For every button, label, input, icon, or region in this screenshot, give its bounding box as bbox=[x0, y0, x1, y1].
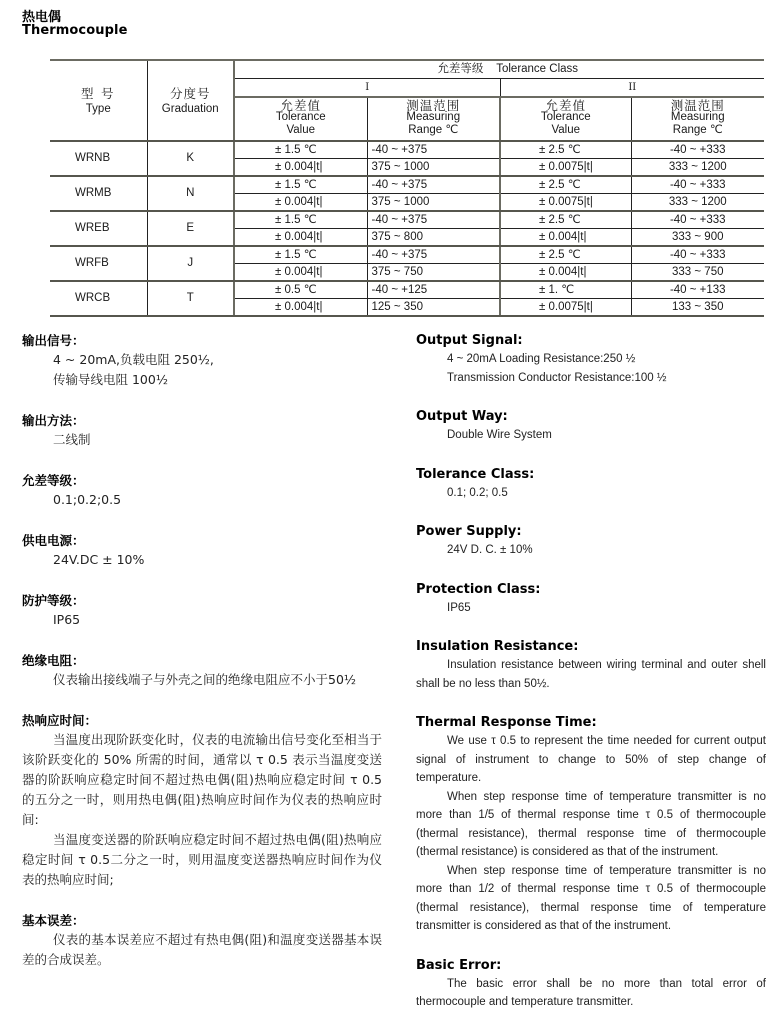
type-cell: WRFB bbox=[50, 246, 147, 281]
tolerance-1-cell: ± 0.004|t| bbox=[234, 159, 367, 177]
page-title-en: Thermocouple bbox=[22, 23, 128, 38]
grade-1-header: I bbox=[234, 79, 500, 98]
type-cell: WREB bbox=[50, 211, 147, 246]
section-heading: Output Signal: bbox=[416, 333, 523, 348]
tolerance-2-cell: ± 2.5 ℃ bbox=[500, 176, 631, 194]
type-header bbox=[50, 60, 147, 141]
graduation-cell: J bbox=[147, 246, 234, 281]
section-heading: Tolerance Class: bbox=[416, 466, 535, 482]
sub-header-tolerance-2 bbox=[500, 97, 631, 141]
tolerance-1-cell: ± 0.004|t| bbox=[234, 229, 367, 247]
range-1-cell: -40 ~ +375 bbox=[367, 246, 500, 264]
type-header-en: Type bbox=[85, 102, 111, 115]
range-1-cell: 375 ~ 1000 bbox=[367, 194, 500, 212]
sub-header-range-2 bbox=[631, 97, 764, 141]
tolerance-1-cell: ± 0.004|t| bbox=[234, 264, 367, 282]
section-paragraph: When step response time of temperature transmitter is no more than 1/5 of thermal response time τ 0.5 of thermocouple (thermal resistance), thermal response time of thermocouple (thermal resistance) is considered as that of the instrument. bbox=[416, 790, 766, 858]
section-output-way bbox=[22, 412, 382, 450]
section-value: 0.1; 0.2; 0.5 bbox=[447, 486, 508, 499]
section-value: IP65 bbox=[447, 601, 471, 614]
section-thermal-response bbox=[416, 714, 766, 936]
sub-header-en: Value bbox=[286, 123, 316, 136]
section-paragraph: 仪表输出接线端子与外壳之间的绝缘电阻应不小于50½ bbox=[53, 672, 357, 687]
section-tolerance-class bbox=[22, 472, 382, 510]
graduation-header-en: Graduation bbox=[161, 102, 219, 115]
sub-header-range-1 bbox=[367, 97, 500, 141]
section-heading: 输出方法： bbox=[22, 413, 85, 428]
section-paragraph: 仪表的基本误差应不超过有热电偶(阻)和温度变送器基本误差的合成误差。 bbox=[22, 932, 382, 967]
section-paragraph: We use τ 0.5 to represent the time needed for current output signal of instrument to change to 50% of step change of temperature. bbox=[416, 735, 766, 784]
graduation-cell: T bbox=[147, 281, 234, 316]
tolerance-2-cell: ± 0.0075|t| bbox=[500, 299, 631, 317]
range-2-cell: 333 ~ 1200 bbox=[631, 159, 764, 177]
tolerance-1-cell: ± 0.004|t| bbox=[234, 194, 367, 212]
sub-header-en: Measuring bbox=[670, 110, 725, 123]
tolerance-1-cell: ± 1.5 ℃ bbox=[234, 176, 367, 194]
section-value: 0.1;0.2;0.5 bbox=[53, 492, 122, 507]
tolerance-1-cell: ± 0.5 ℃ bbox=[234, 281, 367, 299]
range-2-cell: -40 ~ +333 bbox=[631, 211, 764, 229]
section-paragraph: 当温度变送器的阶跃响应稳定时间不超过热电偶(阻)热响应稳定时间 τ 0.5二分之一时，则用温度变送器热响应时间作为仪表的热响应时间; bbox=[22, 832, 382, 887]
range-2-cell: -40 ~ +133 bbox=[631, 281, 764, 299]
section-output-signal bbox=[22, 332, 382, 390]
section-output-way bbox=[416, 408, 766, 445]
section-value: 4 ~ 20mA Loading Resistance:250 ½ bbox=[447, 353, 636, 365]
sub-header-en: Value bbox=[551, 123, 581, 136]
type-header-cn: 型 号 bbox=[81, 86, 116, 101]
section-value: 传输导线电阻 100½ bbox=[53, 372, 168, 387]
chinese-spec-column bbox=[22, 332, 382, 970]
section-value: Transmission Conductor Resistance:100 ½ bbox=[447, 371, 667, 384]
table-row bbox=[50, 281, 764, 299]
sub-header-en: Tolerance bbox=[540, 110, 591, 123]
section-heading: 热响应时间： bbox=[22, 713, 98, 728]
english-spec-column bbox=[416, 332, 766, 1012]
section-heading: 供电电源： bbox=[22, 533, 85, 548]
range-1-cell: 375 ~ 750 bbox=[367, 264, 500, 282]
sub-header-en: Measuring bbox=[406, 110, 461, 123]
section-paragraph: 当温度出现阶跃变化时，仪表的电流输出信号变化至相当于该阶跃变化的 50% 所需的时间，通常以 τ 0.5 表示当温度变送器的阶跃响应稳定时间不超过热电偶(阻)热响应稳定时间 τ 0.5 的五分之一时，则用热电偶(阻)热响应时间作为仪表的热响应时间: bbox=[22, 732, 382, 827]
type-cell: WRMB bbox=[50, 176, 147, 211]
page-title-cn: 热电偶 bbox=[22, 10, 62, 25]
tolerance-2-cell: ± 0.0075|t| bbox=[500, 159, 631, 177]
section-heading: Thermal Response Time: bbox=[416, 715, 597, 730]
sub-header-cn: 测温范围 bbox=[670, 98, 725, 113]
range-1-cell: -40 ~ +125 bbox=[367, 281, 500, 299]
table-row bbox=[50, 211, 764, 229]
table-row bbox=[50, 246, 764, 264]
section-insulation bbox=[416, 638, 766, 693]
graduation-header bbox=[147, 60, 234, 141]
section-value: 24V D. C. ± 10% bbox=[447, 544, 533, 556]
sub-header-tolerance-1 bbox=[234, 97, 367, 141]
range-1-cell: 125 ~ 350 bbox=[367, 299, 500, 317]
section-thermal-response bbox=[22, 712, 382, 890]
section-tolerance-class bbox=[416, 466, 766, 503]
range-2-cell: 333 ~ 750 bbox=[631, 264, 764, 282]
section-insulation bbox=[22, 652, 382, 690]
range-2-cell: -40 ~ +333 bbox=[631, 176, 764, 194]
sub-header-cn: 允差值 bbox=[280, 98, 321, 113]
tolerance-1-cell: ± 0.004|t| bbox=[234, 299, 367, 317]
section-basic-error bbox=[416, 957, 766, 1012]
section-heading: Basic Error: bbox=[416, 957, 502, 973]
tolerance-spec-table bbox=[50, 59, 764, 317]
type-cell: WRCB bbox=[50, 281, 147, 316]
section-basic-error bbox=[22, 912, 382, 970]
tolerance-2-cell: ± 0.0075|t| bbox=[500, 194, 631, 212]
section-power-supply bbox=[22, 532, 382, 570]
graduation-cell: E bbox=[147, 211, 234, 246]
section-heading: 绝缘电阻： bbox=[22, 653, 85, 668]
tolerance-1-cell: ± 1.5 ℃ bbox=[234, 141, 367, 159]
section-heading: 基本误差： bbox=[22, 913, 85, 928]
tolerance-2-cell: ± 2.5 ℃ bbox=[500, 211, 631, 229]
sub-header-en: Tolerance bbox=[275, 110, 326, 123]
range-2-cell: -40 ~ +333 bbox=[631, 141, 764, 159]
sub-header-cn: 测温范围 bbox=[406, 98, 461, 113]
tolerance-2-cell: ± 0.004|t| bbox=[500, 264, 631, 282]
section-value: IP65 bbox=[53, 612, 81, 627]
section-heading: Protection Class: bbox=[416, 581, 541, 597]
range-1-cell: 375 ~ 800 bbox=[367, 229, 500, 247]
section-protection-class bbox=[22, 592, 382, 630]
graduation-cell: K bbox=[147, 141, 234, 176]
tolerance-1-cell: ± 1.5 ℃ bbox=[234, 211, 367, 229]
range-1-cell: -40 ~ +375 bbox=[367, 211, 500, 229]
section-heading: Insulation Resistance: bbox=[416, 639, 579, 654]
graduation-cell: N bbox=[147, 176, 234, 211]
range-2-cell: 333 ~ 900 bbox=[631, 229, 764, 247]
section-paragraph: When step response time of temperature transmitter is no more than 1/2 of thermal response time τ 0.5 of thermocouple (thermal resistance), thermal response time of temperature transmitter is considered as that of the instrument. bbox=[416, 864, 766, 932]
grade-2-header: II bbox=[500, 79, 764, 98]
sub-header-en: Range ℃ bbox=[408, 123, 459, 136]
section-heading: 允差等级： bbox=[22, 473, 85, 488]
section-value: 二线制 bbox=[53, 432, 91, 447]
range-1-cell: -40 ~ +375 bbox=[367, 141, 500, 159]
section-heading: Power Supply: bbox=[416, 524, 522, 539]
range-1-cell: 375 ~ 1000 bbox=[367, 159, 500, 177]
section-protection-class bbox=[416, 581, 766, 618]
tolerance-2-cell: ± 1. ℃ bbox=[500, 281, 631, 299]
range-2-cell: 333 ~ 1200 bbox=[631, 194, 764, 212]
table-body bbox=[50, 141, 764, 316]
section-heading: 输出信号： bbox=[22, 333, 85, 348]
range-2-cell: -40 ~ +333 bbox=[631, 246, 764, 264]
section-heading: 防护等级： bbox=[22, 593, 85, 608]
range-2-cell: 133 ~ 350 bbox=[631, 299, 764, 317]
tolerance-2-cell: ± 2.5 ℃ bbox=[500, 246, 631, 264]
table-row bbox=[50, 141, 764, 159]
section-output-signal bbox=[416, 332, 766, 387]
section-paragraph: Insulation resistance between wiring terminal and outer shell shall be no less than 50½. bbox=[416, 659, 766, 690]
section-power-supply bbox=[416, 523, 766, 560]
section-heading: Output Way: bbox=[416, 409, 508, 424]
type-cell: WRNB bbox=[50, 141, 147, 176]
range-1-cell: -40 ~ +375 bbox=[367, 176, 500, 194]
section-paragraph: The basic error shall be no more than total error of thermocouple and temperature transmitter. bbox=[416, 977, 766, 1008]
tolerance-2-cell: ± 0.004|t| bbox=[500, 229, 631, 247]
tolerance-1-cell: ± 1.5 ℃ bbox=[234, 246, 367, 264]
section-value: Double Wire System bbox=[447, 429, 552, 441]
sub-header-en: Range ℃ bbox=[672, 123, 723, 136]
graduation-header-cn: 分度号 bbox=[169, 86, 211, 101]
table-row bbox=[50, 176, 764, 194]
tolerance-2-cell: ± 2.5 ℃ bbox=[500, 141, 631, 159]
sub-header-cn: 允差值 bbox=[545, 98, 586, 113]
section-value: 4 ~ 20mA,负载电阻 250½, bbox=[53, 352, 214, 367]
tolerance-class-header: 允差等级 Tolerance Class bbox=[234, 60, 764, 79]
section-value: 24V.DC ± 10% bbox=[53, 552, 145, 567]
